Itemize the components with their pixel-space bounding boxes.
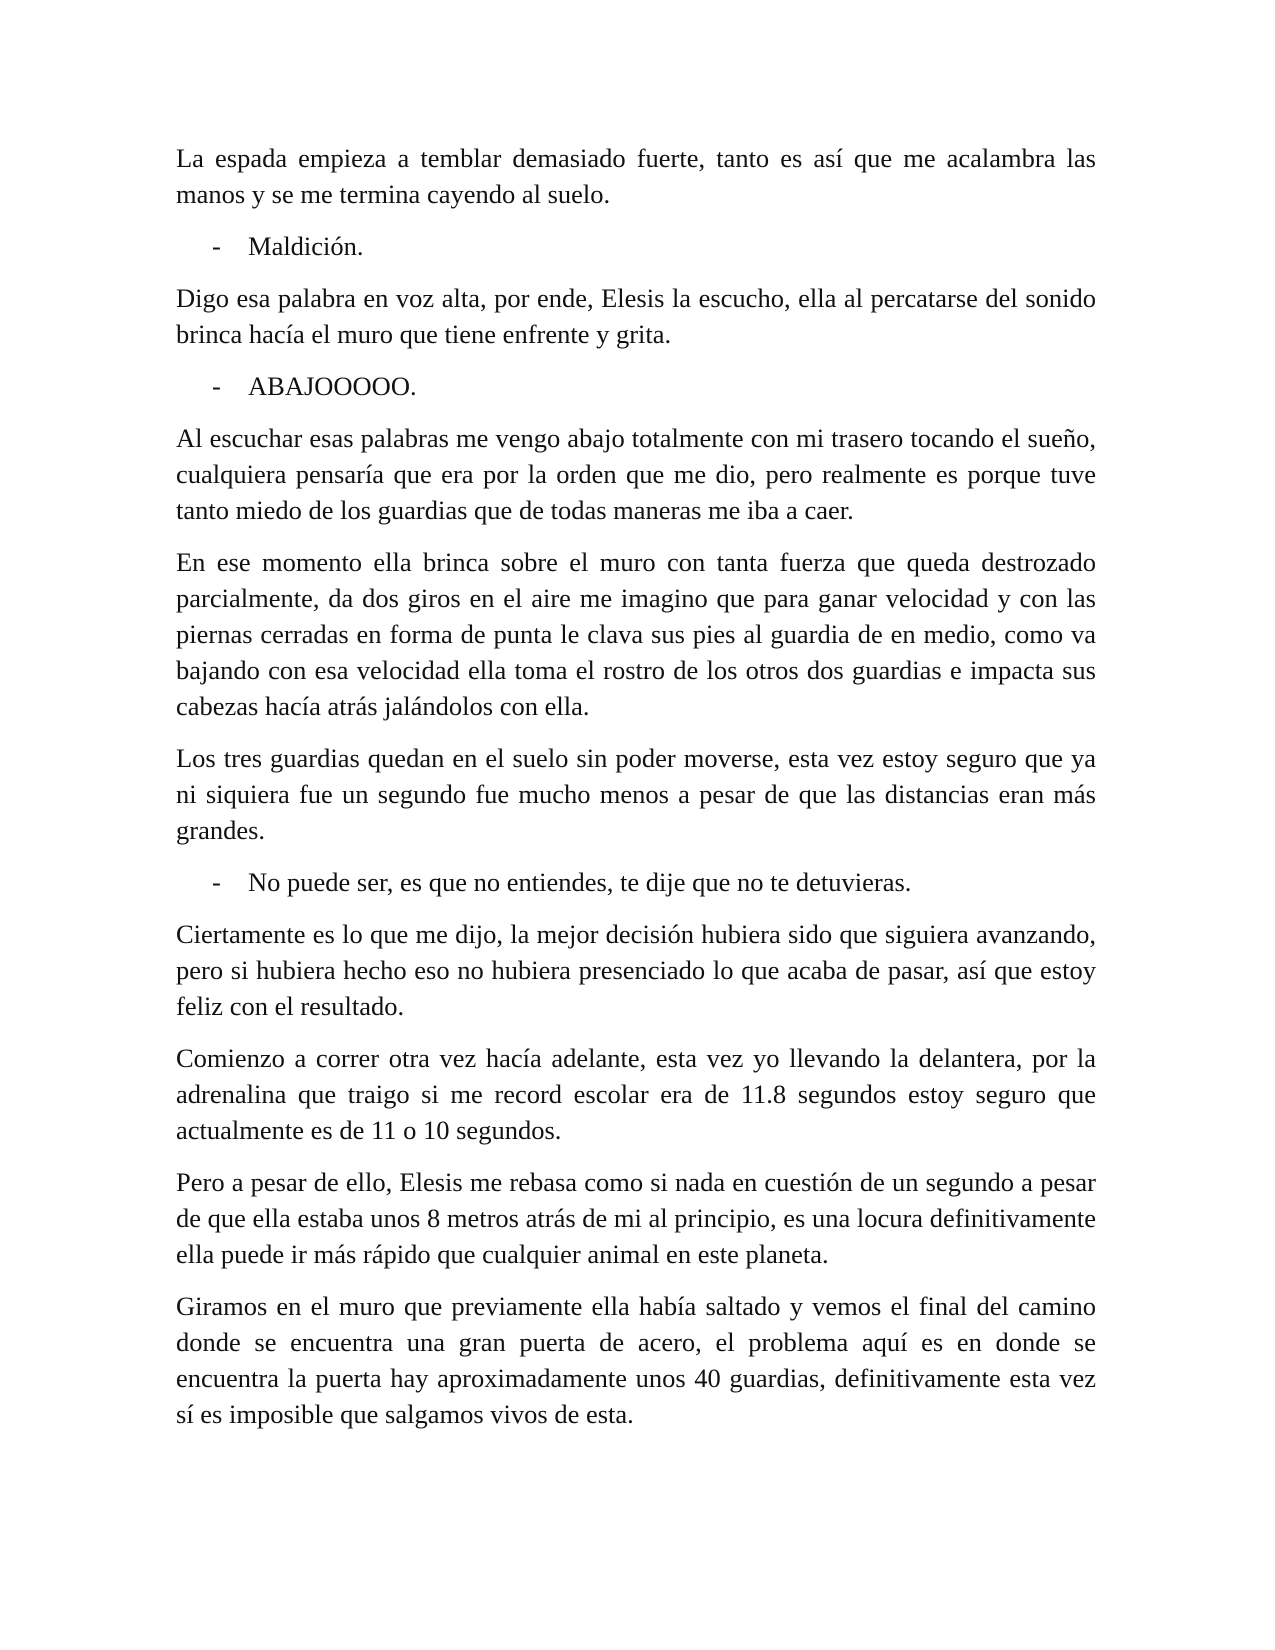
dialogue-text: No puede ser, es que no entiendes, te dije que no te detuvieras. <box>248 867 912 897</box>
paragraph: En ese momento ella brinca sobre el muro con tanta fuerza que queda destrozado parcialmente, da dos giros en el aire me imagino que para ganar velocidad y con las piernas cerradas en forma de punta le clava sus pies al guardia de en medio, como va bajando con esa velocidad ella toma el rostro de los otros dos guardias e impacta sus cabezas hacía atrás jalándolos con ella. <box>176 547 1096 721</box>
paragraph: Al escuchar esas palabras me vengo abajo totalmente con mi trasero tocando el sueño, cualquiera pensaría que era por la orden que me dio, pero realmente es porque tuve tanto miedo de los guardias que de todas maneras me iba a caer. <box>176 423 1096 525</box>
paragraph: Ciertamente es lo que me dijo, la mejor decisión hubiera sido que siguiera avanzando, pero si hubiera hecho eso no hubiera presenciado lo que acaba de pasar, así que estoy feliz con el resultado. <box>176 919 1096 1021</box>
paragraph: Los tres guardias quedan en el suelo sin poder moverse, esta vez estoy seguro que ya ni siquiera fue un segundo fue mucho menos a pesar de que las distancias eran más grandes. <box>176 743 1096 845</box>
dialogue-text: Maldición. <box>248 231 364 261</box>
dialogue-line <box>176 368 1096 404</box>
paragraph: La espada empieza a temblar demasiado fuerte, tanto es así que me acalambra las manos y se me termina cayendo al suelo. <box>176 143 1096 209</box>
paragraph: Giramos en el muro que previamente ella había saltado y vemos el final del camino donde se encuentra una gran puerta de acero, el problema aquí es en donde se encuentra la puerta hay aproximadamente unos 40 guardias, definitivamente esta vez sí es imposible que salgamos vivos de esta. <box>176 1291 1096 1429</box>
dialogue-line <box>176 864 1096 900</box>
dialogue-dash: - <box>212 867 221 897</box>
dialogue-dash: - <box>212 371 221 401</box>
dialogue-dash: - <box>212 231 221 261</box>
dialogue-text: ABAJOOOOO. <box>248 371 417 401</box>
paragraph: Digo esa palabra en voz alta, por ende, Elesis la escucho, ella al percatarse del sonido brinca hacía el muro que tiene enfrente y grita. <box>176 283 1096 349</box>
paragraph: Comienzo a correr otra vez hacía adelante, esta vez yo llevando la delantera, por la adrenalina que traigo si me record escolar era de 11.8 segundos estoy seguro que actualmente es de 11 o 10 segundos. <box>176 1043 1096 1145</box>
document-body <box>176 140 1096 1448</box>
dialogue-line <box>176 228 1096 264</box>
paragraph: Pero a pesar de ello, Elesis me rebasa como si nada en cuestión de un segundo a pesar de que ella estaba unos 8 metros atrás de mi al principio, es una locura definitivamente ella puede ir más rápido que cualquier animal en este planeta. <box>176 1167 1096 1269</box>
